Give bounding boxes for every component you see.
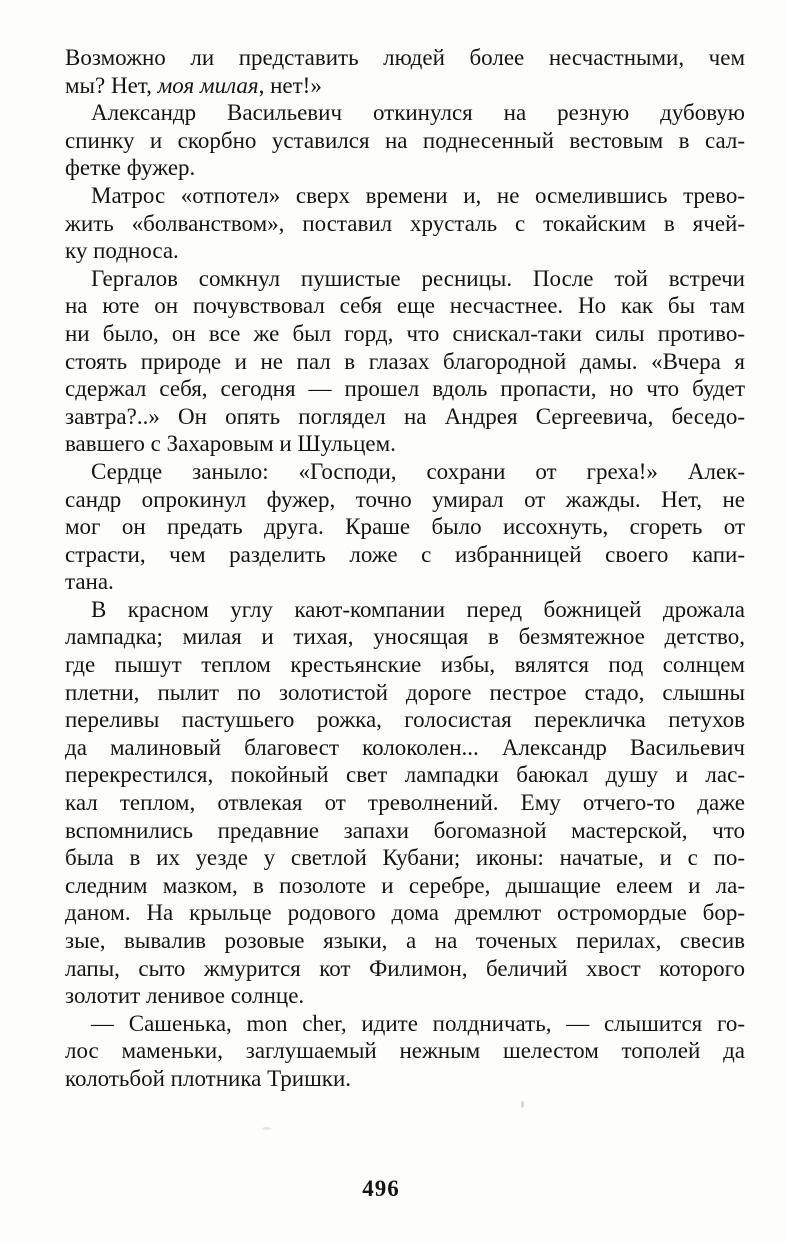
text-segment: колотьбой плотника Тришки.: [65, 1065, 352, 1091]
text-line: [65, 1037, 745, 1065]
scan-speck: [521, 1101, 524, 1108]
text-line: [65, 210, 745, 238]
text-line: [65, 541, 745, 569]
text-line: [65, 761, 745, 789]
text-line: [65, 320, 745, 348]
text-segment: где пышут теплом крестьянские избы, вялятся под солнцем: [65, 652, 745, 678]
text-segment: переливы пастушьего рожка, голосистая перекличка петухов: [65, 707, 745, 733]
text-line: [65, 1010, 745, 1038]
text-line: [65, 375, 745, 403]
text-line: [65, 154, 745, 182]
text-line: [65, 651, 745, 679]
text-line: [65, 568, 745, 596]
text-line: [65, 623, 745, 651]
text-line: [65, 927, 745, 955]
text-line: [65, 817, 745, 845]
text-segment: Александр Васильевич откинулся на резную дубовую: [91, 100, 745, 126]
text-segment: лампадка; милая и тихая, уносящая в безмятежное детство,: [65, 624, 745, 650]
text-segment: Матрос «отпотел» сверх времени и, не осмелившись трево-: [91, 182, 745, 208]
text-segment: Возможно ли представить людей более несчастными, чем: [65, 45, 745, 70]
text-line: [65, 99, 745, 127]
text-segment: да малиновый благовест колоколен... Александр Васильевич: [65, 734, 745, 760]
text-line: [65, 403, 745, 431]
text-line: [65, 486, 745, 514]
text-line: [65, 899, 745, 927]
text-segment: Сердце заныло: «Господи, сохрани от греха!» Алек-: [91, 458, 745, 484]
text-segment: сдержал себя, сегодня — прошел вдоль пропасти, но что будет: [65, 376, 745, 402]
text-segment: перекрестился, покойный свет лампадки баюкал душу и лас-: [65, 762, 745, 788]
text-line: [65, 44, 745, 72]
text-segment: стоять природе и не пал в глазах благородной дамы. «Вчера я: [65, 348, 745, 374]
text-segment: следним мазком, в позолоте и серебре, дышащие елеем и ла-: [65, 872, 745, 898]
text-line: [65, 458, 745, 486]
text-segment: лапы, сыто жмурится кот Филимон, беличий хвост которого: [65, 955, 745, 981]
text-segment: зые, вывалив розовые языки, а на точеных перилах, свесив: [65, 928, 745, 953]
text-line: [65, 513, 745, 541]
text-segment: завтра?..» Он опять поглядел на Андрея Сергеевича, беседо-: [65, 403, 745, 429]
text-segment: мы? Нет,: [65, 72, 158, 98]
scan-speck: [262, 1127, 271, 1130]
text-segment: вавшего с Захаровым и Шульцем.: [65, 431, 396, 457]
text-segment: даном. На крыльце родового дома дремлют остромордые бор-: [65, 900, 745, 926]
text-line: [65, 679, 745, 707]
text-line: [65, 734, 745, 762]
italic-text-segment: моя милая: [157, 72, 259, 98]
text-segment: лос маменьки, заглушаемый нежным шелестом тополей да: [65, 1038, 745, 1064]
text-segment: жить «болванством», поставил хрусталь с токайским в ячей-: [65, 210, 745, 236]
text-block: [65, 44, 745, 1093]
text-segment: Гергалов сомкнул пушистые ресницы. После той встречи: [91, 265, 745, 291]
text-segment: кал теплом, отвлекая от треволнений. Ему отчего-то даже: [65, 790, 745, 816]
page-number: 496: [362, 1176, 400, 1201]
text-line: [65, 596, 745, 624]
text-line: [65, 348, 745, 376]
text-line: [65, 872, 745, 900]
text-segment: тана.: [65, 569, 114, 595]
text-segment: вспомнились предавние запахи богомазной мастерской, что: [65, 817, 745, 843]
text-segment: сандр опрокинул фужер, точно умирал от жажды. Нет, не: [65, 486, 745, 512]
text-line: [65, 127, 745, 155]
text-segment: — Сашенька, mon cher, идите полдничать, — слышится го-: [91, 1010, 745, 1036]
text-segment: золотит ленивое солнце.: [65, 983, 305, 1009]
text-line: [65, 789, 745, 817]
text-line: [65, 844, 745, 872]
text-segment: мог он предать друга. Краше было иссохнуть, сгореть от: [65, 514, 745, 540]
text-line: [65, 72, 745, 100]
text-segment: , нет!»: [258, 72, 322, 98]
text-line: [65, 1065, 745, 1093]
text-line: [65, 982, 745, 1010]
text-segment: страсти, чем разделить ложе с избранницей своего капи-: [65, 541, 745, 567]
text-line: [65, 430, 745, 458]
text-line: [65, 182, 745, 210]
text-line: [65, 237, 745, 265]
text-line: [65, 292, 745, 320]
text-line: [65, 265, 745, 293]
text-segment: ку подноса.: [65, 238, 179, 264]
text-segment: на юте он почувствовал себя еще несчастнее. Но как бы там: [65, 293, 745, 319]
text-segment: спинку и скорбно уставился на поднесенный вестовым в сал-: [65, 127, 745, 153]
text-line: [65, 955, 745, 983]
text-line: [65, 706, 745, 734]
text-segment: была в их уезде у светлой Кубани; иконы: начатые, и с по-: [65, 845, 745, 871]
text-segment: ни было, он все же был горд, что снискал-таки силы противо-: [65, 320, 745, 346]
text-segment: плетни, пылит по золотистой дороге пестрое стадо, слышны: [65, 679, 745, 705]
text-segment: В красном углу кают-компании перед божницей дрожала: [91, 596, 745, 622]
text-segment: фетке фужер.: [65, 155, 196, 181]
